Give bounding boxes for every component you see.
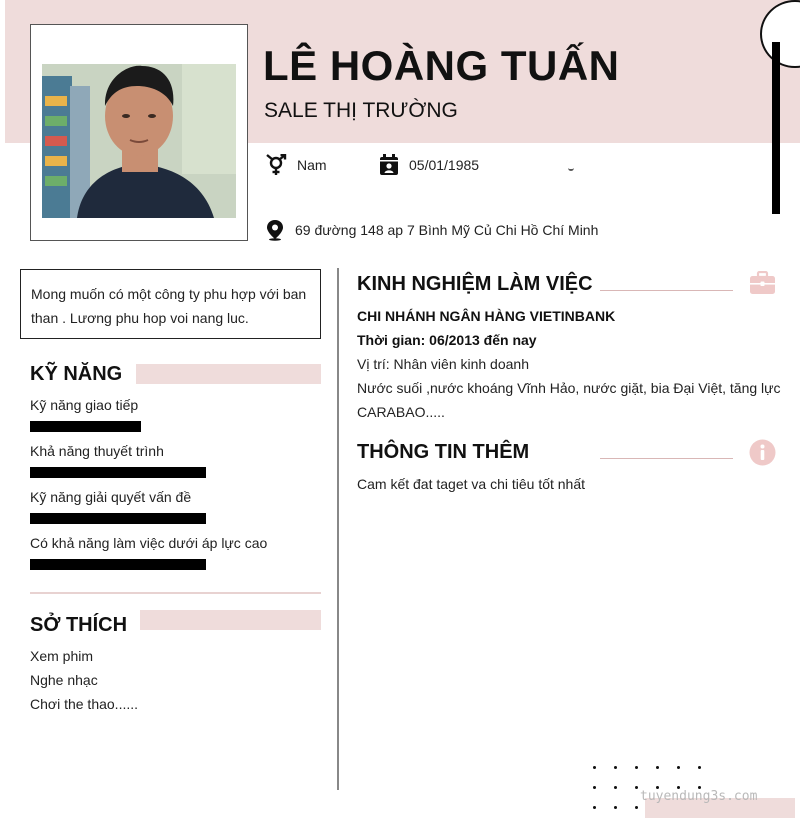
info-icon (749, 439, 776, 471)
gender-icon (265, 154, 287, 176)
skill-label: Kỹ năng giao tiếp (30, 397, 139, 413)
experience-period: Thời gian: 06/2013 đến nay (357, 332, 537, 348)
dob-info (379, 154, 479, 176)
job-title: SALE THỊ TRƯỜNG (264, 99, 458, 122)
decorative-dot (593, 766, 596, 769)
address-value: 69 đường 148 ap 7 Bình Mỹ Củ Chi Hồ Chí Minh (295, 222, 599, 238)
address-info (265, 219, 598, 241)
skill-level-bar (30, 421, 141, 432)
career-objective: Mong muốn có một công ty phu hợp với ban than . Lương phu hop voi nang luc. (20, 269, 321, 339)
experience-position: Vị trí: Nhân viên kinh doanh (357, 356, 529, 372)
skill-level-bar (30, 513, 206, 524)
skill-label: Có khả năng làm việc dưới áp lực cao (30, 535, 268, 551)
decorative-dot (593, 806, 596, 809)
skill-level-bar (30, 467, 206, 478)
skills-heading-band (136, 364, 321, 384)
experience-heading: KINH NGHIỆM LÀM VIỆC (357, 273, 593, 295)
gender-value: Nam (297, 157, 327, 173)
hobby-item: Chơi the thao...... (30, 696, 139, 712)
hobby-item: Xem phim (30, 648, 94, 664)
location-pin-icon (265, 219, 285, 241)
decorative-dot (593, 786, 596, 789)
decorative-dot (656, 766, 659, 769)
decorative-dot (698, 766, 701, 769)
decorative-dot (614, 806, 617, 809)
experience-heading-line (600, 290, 733, 291)
additional-info-heading: THÔNG TIN THÊM (357, 441, 530, 463)
decorative-dot (614, 766, 617, 769)
decorative-dot (635, 786, 638, 789)
avatar (42, 36, 236, 218)
section-divider (30, 592, 321, 594)
decorative-dot (677, 766, 680, 769)
briefcase-icon (749, 271, 776, 300)
calendar-icon (379, 154, 399, 176)
additional-heading-line (600, 458, 733, 459)
candidate-name: LÊ HOÀNG TUẤN (263, 42, 620, 89)
experience-description: Nước suối ,nước khoáng Vĩnh Hảo, nước giặt, bia Đại Việt, tăng lực CARABAO..... (357, 380, 781, 420)
hobbies-heading-band (140, 610, 321, 630)
skill-label: Khả năng thuyết trình (30, 443, 164, 459)
hobby-item: Nghe nhạc (30, 672, 98, 688)
watermark: tuyendung3s.com (640, 789, 758, 804)
decorative-mark (568, 168, 574, 171)
skill-label: Kỹ năng giải quyết vấn đề (30, 489, 192, 505)
decorative-dot (635, 766, 638, 769)
gender-info (265, 154, 327, 176)
decorative-bar (772, 42, 780, 214)
experience-company: CHI NHÁNH NGÂN HÀNG VIETINBANK (357, 308, 616, 324)
column-divider (337, 268, 339, 790)
skills-heading: KỸ NĂNG (30, 363, 123, 385)
decorative-dot (635, 806, 638, 809)
dob-value: 05/01/1985 (409, 157, 480, 173)
decorative-dot (614, 786, 617, 789)
skill-level-bar (30, 559, 206, 570)
hobbies-heading: SỞ THÍCH (30, 614, 128, 636)
additional-info-text: Cam kết đat taget va chi tiêu tốt nhất (357, 476, 586, 492)
